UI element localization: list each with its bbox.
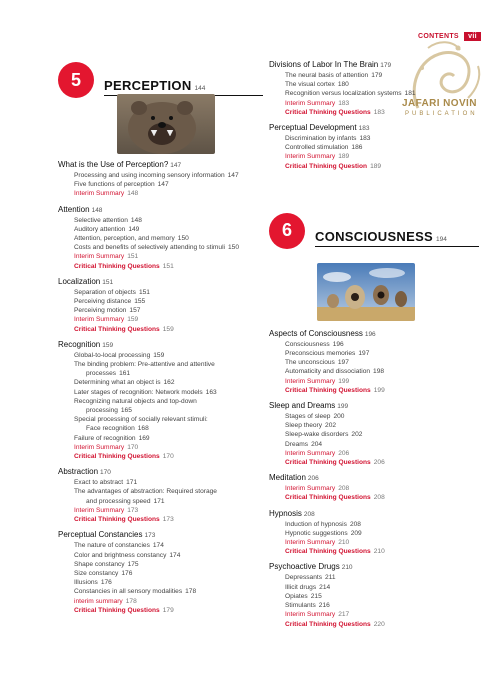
toc-entry[interactable] bbox=[58, 351, 263, 360]
entry-page-number: 150 bbox=[228, 244, 240, 252]
toc-section bbox=[58, 530, 263, 615]
entry-text: Interim Summary bbox=[74, 316, 125, 324]
chapter-page: 194 bbox=[436, 235, 447, 243]
toc-section bbox=[269, 562, 479, 628]
entry-page-number: 148 bbox=[127, 190, 139, 198]
entry-text: Critical Thinking Questions bbox=[285, 459, 371, 467]
entry-page-number: 157 bbox=[129, 307, 141, 315]
toc-section bbox=[58, 467, 263, 524]
entry-text: Interim Summary bbox=[285, 485, 336, 493]
interim-summary-entry[interactable] bbox=[269, 538, 479, 547]
entry-page-number: 183 bbox=[359, 135, 371, 143]
entry-text: Constancies in all sensory modalities bbox=[74, 588, 183, 596]
section-title[interactable] bbox=[269, 473, 479, 484]
entry-text: Sleep theory bbox=[285, 422, 323, 430]
toc-entry[interactable] bbox=[269, 80, 479, 89]
section-title[interactable] bbox=[269, 329, 479, 340]
section-title-text: Meditation bbox=[269, 473, 306, 483]
entry-page-number: 186 bbox=[351, 144, 363, 152]
entry-text: Consciousness bbox=[285, 340, 330, 348]
entry-page-number: 176 bbox=[100, 579, 112, 587]
entry-page-number: 183 bbox=[338, 99, 350, 107]
entry-text: Perceiving distance bbox=[74, 298, 132, 306]
entry-page-number: 174 bbox=[169, 551, 181, 559]
critical-thinking-entry[interactable] bbox=[58, 606, 263, 615]
toc-entry[interactable] bbox=[58, 541, 263, 550]
header-page-number: vii bbox=[464, 32, 481, 41]
entry-continuation bbox=[74, 369, 263, 378]
entry-page-number: 211 bbox=[325, 574, 336, 582]
entry-page-number: 206 bbox=[338, 449, 350, 457]
entry-continuation-text: processes bbox=[86, 370, 117, 378]
chapter-number-badge: 5 bbox=[58, 62, 94, 98]
toc-entry[interactable] bbox=[58, 297, 263, 306]
interim-summary-entry[interactable] bbox=[269, 449, 479, 458]
toc-entry[interactable] bbox=[58, 578, 263, 587]
section-page-number: 206 bbox=[307, 475, 319, 483]
toc-section bbox=[269, 329, 479, 395]
toc-entry[interactable] bbox=[269, 601, 479, 610]
entry-text: Interim Summary bbox=[74, 253, 125, 261]
toc-entry[interactable] bbox=[58, 478, 263, 487]
interim-summary-entry[interactable] bbox=[58, 597, 263, 606]
chapter-title-text: PERCEPTION bbox=[104, 78, 192, 93]
entry-page-number: 206 bbox=[373, 459, 385, 467]
chapter-page: 144 bbox=[194, 85, 206, 92]
toc-entry[interactable] bbox=[58, 378, 263, 387]
entry-page-number: 173 bbox=[127, 506, 139, 514]
toc-entry[interactable] bbox=[269, 71, 479, 80]
entry-text: Interim Summary bbox=[74, 190, 125, 198]
bear-photo bbox=[117, 94, 215, 154]
entry-page-number: 169 bbox=[138, 434, 150, 442]
toc-entry[interactable] bbox=[269, 358, 479, 367]
entry-text: The advantages of abstraction: Required storage bbox=[74, 488, 217, 496]
entry-text: Illusions bbox=[74, 579, 98, 587]
entry-text: Separation of objects bbox=[74, 288, 136, 296]
header-label: CONTENTS bbox=[418, 33, 459, 40]
entry-text: Interim Summary bbox=[285, 449, 336, 457]
entry-text: Sleep-wake disorders bbox=[285, 431, 349, 439]
surreal-heads-in-sky-photo-icon bbox=[317, 263, 415, 321]
toc-entry[interactable] bbox=[269, 573, 479, 582]
entry-page-number: 204 bbox=[311, 440, 323, 448]
toc-section bbox=[58, 160, 263, 199]
toc-entry[interactable] bbox=[269, 583, 479, 592]
section-title-text: Sleep and Dreams bbox=[269, 401, 336, 411]
entry-page-number: 216 bbox=[318, 602, 330, 610]
section-title[interactable] bbox=[58, 340, 263, 351]
interim-summary-entry[interactable] bbox=[58, 252, 263, 261]
entry-page-number: 171 bbox=[153, 497, 165, 505]
chapter-rule bbox=[315, 246, 479, 247]
toc-entry[interactable] bbox=[58, 234, 263, 243]
section-page-number: 208 bbox=[303, 510, 315, 518]
section-page-number: 179 bbox=[380, 62, 392, 69]
section-page-number: 148 bbox=[91, 206, 103, 214]
section-title[interactable] bbox=[58, 530, 263, 541]
critical-thinking-entry[interactable] bbox=[58, 325, 263, 334]
entry-text: Attention, perception, and memory bbox=[74, 235, 175, 243]
entry-page-number: 208 bbox=[338, 485, 350, 493]
toc-entry[interactable] bbox=[58, 216, 263, 225]
entry-text: Perceiving motion bbox=[74, 307, 127, 315]
interim-summary-entry[interactable] bbox=[58, 189, 263, 198]
entry-text: Special processing of socially relevant stimuli: bbox=[74, 416, 208, 424]
entry-page-number: 210 bbox=[373, 548, 385, 556]
entry-page-number: 196 bbox=[332, 340, 344, 348]
entry-page-number: 198 bbox=[373, 368, 385, 376]
section-page-number: 173 bbox=[144, 532, 156, 540]
consciousness-photo bbox=[317, 263, 415, 321]
entry-page-number: 159 bbox=[162, 325, 174, 333]
entry-text: Failure of recognition bbox=[74, 434, 136, 442]
entry-text: Processing and using incoming sensory information bbox=[74, 172, 225, 179]
entry-text: interim summary bbox=[74, 597, 123, 605]
section-page-number: 183 bbox=[358, 125, 370, 133]
growling-bear-photo-icon bbox=[117, 94, 215, 154]
entry-continuation bbox=[74, 497, 263, 506]
toc-entry[interactable] bbox=[269, 349, 479, 358]
section-title[interactable] bbox=[269, 123, 479, 134]
section-page-number: 159 bbox=[102, 341, 114, 349]
entry-page-number: 147 bbox=[157, 181, 169, 189]
section-page-number: 210 bbox=[341, 564, 353, 572]
entry-text: The binding problem: Pre-attentive and attentive bbox=[74, 361, 215, 369]
entry-text: The nature of constancies bbox=[74, 542, 150, 550]
entry-text: Critical Thinking Questions bbox=[285, 620, 371, 628]
toc-entry[interactable] bbox=[58, 415, 263, 433]
interim-summary-entry[interactable] bbox=[58, 443, 263, 452]
toc-entry[interactable] bbox=[58, 487, 263, 505]
entry-page-number: 159 bbox=[153, 351, 165, 359]
section-page-number: 151 bbox=[102, 278, 114, 286]
entry-text: Dreams bbox=[285, 440, 309, 448]
interim-summary-entry[interactable] bbox=[269, 377, 479, 386]
entry-page-number: 178 bbox=[185, 588, 197, 596]
entry-page-number: 151 bbox=[138, 288, 150, 296]
section-title-text: Recognition bbox=[58, 339, 101, 349]
toc-left-column bbox=[58, 160, 263, 621]
entry-text: Hypnotic suggestions bbox=[285, 529, 348, 537]
entry-page-number: 209 bbox=[350, 529, 362, 537]
entry-text: Interim Summary bbox=[285, 153, 336, 161]
entry-continuation bbox=[74, 406, 263, 415]
entry-text: Determining what an object is bbox=[74, 379, 161, 387]
entry-text: Five functions of perception bbox=[74, 181, 155, 189]
entry-page-number: 215 bbox=[310, 592, 322, 600]
toc-entry[interactable] bbox=[58, 360, 263, 378]
critical-thinking-entry[interactable] bbox=[58, 515, 263, 524]
section-title[interactable] bbox=[269, 401, 479, 412]
section-title[interactable] bbox=[269, 60, 479, 71]
section-title[interactable] bbox=[58, 277, 263, 288]
entry-page-number: 214 bbox=[319, 583, 331, 591]
entry-text: Shape constancy bbox=[74, 560, 125, 568]
toc-section bbox=[269, 60, 479, 117]
entry-continuation bbox=[74, 424, 263, 433]
chapter-title-text: CONSCIOUSNESS bbox=[315, 228, 434, 244]
toc-section bbox=[269, 473, 479, 502]
entry-page-number: 150 bbox=[177, 235, 189, 243]
entry-text: Controlled stimulation bbox=[285, 144, 349, 152]
section-page-number: 147 bbox=[170, 162, 182, 169]
entry-text: Interim Summary bbox=[74, 443, 125, 451]
section-title-text: Psychoactive Drugs bbox=[269, 562, 340, 572]
interim-summary-entry[interactable] bbox=[269, 484, 479, 493]
entry-text: Interim Summary bbox=[285, 99, 336, 107]
section-title-text: Hypnosis bbox=[269, 508, 302, 518]
toc-entry[interactable] bbox=[58, 397, 263, 415]
section-page-number: 170 bbox=[100, 469, 111, 477]
toc-section bbox=[269, 401, 479, 467]
section-title-text: Divisions of Labor In The Brain bbox=[269, 60, 379, 69]
section-title-text: Abstraction bbox=[58, 467, 99, 477]
entry-page-number: 165 bbox=[120, 407, 132, 415]
entry-page-number: 168 bbox=[137, 425, 149, 433]
entry-page-number: 155 bbox=[134, 298, 146, 306]
toc-entry[interactable] bbox=[269, 340, 479, 349]
entry-text: The neural basis of attention bbox=[285, 72, 369, 79]
toc-entry[interactable] bbox=[58, 171, 263, 180]
entry-page-number: 189 bbox=[370, 162, 382, 170]
toc-entry[interactable] bbox=[269, 520, 479, 529]
toc-entry[interactable] bbox=[269, 412, 479, 421]
interim-summary-entry[interactable] bbox=[58, 315, 263, 324]
chapter-title bbox=[104, 78, 205, 93]
entry-page-number: 162 bbox=[163, 379, 175, 387]
section-page-number: 199 bbox=[337, 403, 349, 411]
entry-page-number: 159 bbox=[127, 316, 139, 324]
toc-section bbox=[58, 277, 263, 334]
chapter-6-header bbox=[269, 213, 479, 257]
entry-continuation-text: Face recognition bbox=[86, 425, 135, 433]
entry-text: Interim Summary bbox=[285, 377, 336, 385]
critical-thinking-entry[interactable] bbox=[269, 108, 479, 117]
toc-section bbox=[269, 123, 479, 171]
toc-section bbox=[269, 509, 479, 557]
entry-text: Automaticity and dissociation bbox=[285, 368, 371, 376]
toc-entry[interactable] bbox=[58, 306, 263, 315]
critical-thinking-entry[interactable] bbox=[58, 452, 263, 461]
section-page-number: 196 bbox=[364, 330, 376, 338]
toc-entry[interactable] bbox=[58, 587, 263, 596]
entry-text: Recognition versus localization systems bbox=[285, 90, 402, 98]
entry-text: Critical Thinking Questions bbox=[74, 516, 160, 524]
watermark-subtitle: PUBLICATION bbox=[405, 111, 478, 117]
entry-text: Induction of hypnosis bbox=[285, 520, 347, 528]
entry-page-number: 202 bbox=[325, 422, 337, 430]
section-title[interactable] bbox=[269, 562, 479, 573]
entry-continuation-text: and processing speed bbox=[86, 497, 151, 505]
entry-text: Interim Summary bbox=[285, 539, 336, 547]
entry-text: The unconscious bbox=[285, 359, 335, 367]
entry-text: Critical Thinking Questions bbox=[285, 386, 371, 394]
entry-page-number: 151 bbox=[127, 253, 139, 261]
entry-page-number: 179 bbox=[371, 72, 383, 79]
entry-page-number: 148 bbox=[130, 216, 142, 224]
critical-thinking-entry[interactable] bbox=[269, 386, 479, 395]
entry-text: Recognizing natural objects and top-down bbox=[74, 397, 197, 405]
entry-page-number: 202 bbox=[351, 431, 363, 439]
entry-text: Critical Thinking Questions bbox=[74, 453, 160, 461]
section-title[interactable] bbox=[58, 205, 263, 216]
toc-entry[interactable] bbox=[269, 143, 479, 152]
entry-page-number: 189 bbox=[338, 153, 350, 161]
entry-page-number: 178 bbox=[125, 597, 137, 605]
toc-section bbox=[58, 205, 263, 271]
entry-text: Opiates bbox=[285, 592, 308, 600]
entry-text: Later stages of recognition: Network models bbox=[74, 388, 203, 396]
toc-entry[interactable] bbox=[58, 560, 263, 569]
toc-entry[interactable] bbox=[58, 180, 263, 189]
critical-thinking-entry[interactable] bbox=[269, 620, 479, 629]
entry-text: Color and brightness constancy bbox=[74, 551, 167, 559]
entry-text: Critical Thinking Questions bbox=[285, 548, 371, 556]
critical-thinking-entry[interactable] bbox=[269, 162, 479, 171]
entry-page-number: 175 bbox=[127, 560, 139, 568]
section-title-text: Attention bbox=[58, 204, 90, 214]
entry-page-number: 220 bbox=[373, 620, 385, 628]
entry-page-number: 197 bbox=[337, 359, 349, 367]
entry-text: Stages of sleep bbox=[285, 413, 331, 421]
chapter-title bbox=[315, 229, 447, 244]
toc-entry[interactable] bbox=[269, 430, 479, 439]
critical-thinking-entry[interactable] bbox=[58, 262, 263, 271]
toc-right-column bbox=[269, 60, 479, 635]
toc-entry[interactable] bbox=[269, 440, 479, 449]
section-title-text: Perceptual Constancies bbox=[58, 530, 143, 540]
toc-entry[interactable] bbox=[269, 592, 479, 601]
entry-text: Discrimination by infants bbox=[285, 135, 357, 143]
entry-page-number: 208 bbox=[373, 494, 385, 502]
entry-page-number: 176 bbox=[121, 569, 133, 577]
critical-thinking-entry[interactable] bbox=[269, 547, 479, 556]
entry-page-number: 149 bbox=[128, 225, 140, 233]
watermark-title: JAFARI NOVIN bbox=[402, 98, 477, 109]
interim-summary-entry[interactable] bbox=[269, 610, 479, 619]
entry-page-number: 208 bbox=[349, 520, 361, 528]
entry-page-number: 181 bbox=[404, 90, 416, 98]
entry-text: Illicit drugs bbox=[285, 583, 317, 591]
entry-continuation-text: processing bbox=[86, 407, 118, 415]
entry-page-number: 217 bbox=[338, 611, 350, 619]
entry-page-number: 199 bbox=[338, 377, 350, 385]
section-title[interactable] bbox=[58, 467, 263, 478]
toc-entry[interactable] bbox=[58, 288, 263, 297]
entry-page-number: 179 bbox=[162, 606, 174, 614]
toc-entry[interactable] bbox=[58, 225, 263, 234]
entry-page-number: 180 bbox=[337, 81, 349, 89]
section-title-text: What is the Use of Perception? bbox=[58, 160, 169, 169]
toc-entry[interactable] bbox=[269, 89, 479, 98]
entry-page-number: 170 bbox=[162, 453, 174, 461]
interim-summary-entry[interactable] bbox=[58, 506, 263, 515]
entry-page-number: 170 bbox=[127, 443, 139, 451]
section-title-text: Localization bbox=[58, 276, 101, 286]
toc-entry[interactable] bbox=[58, 569, 263, 578]
entry-page-number: 161 bbox=[119, 370, 131, 378]
entry-page-number: 174 bbox=[152, 542, 164, 550]
toc-entry[interactable] bbox=[58, 434, 263, 443]
entry-text: The visual cortex bbox=[285, 81, 335, 89]
entry-page-number: 173 bbox=[162, 516, 174, 524]
entry-text: Critical Thinking Questions bbox=[74, 262, 160, 270]
entry-text: Costs and benefits of selectively attending to stimuli bbox=[74, 244, 226, 252]
entry-page-number: 171 bbox=[126, 479, 138, 487]
entry-text: Exact to abstract bbox=[74, 479, 124, 487]
interim-summary-entry[interactable] bbox=[269, 99, 479, 108]
entry-page-number: 200 bbox=[333, 413, 345, 421]
section-title-text: Perceptual Development bbox=[269, 123, 357, 133]
interim-summary-entry[interactable] bbox=[269, 152, 479, 161]
critical-thinking-entry[interactable] bbox=[269, 458, 479, 467]
entry-text: Stimulants bbox=[285, 602, 316, 610]
entry-text: Depressants bbox=[285, 574, 323, 582]
entry-page-number: 210 bbox=[338, 539, 350, 547]
toc-entry[interactable] bbox=[58, 243, 263, 252]
section-title[interactable] bbox=[269, 509, 479, 520]
entry-text: Preconscious memories bbox=[285, 350, 356, 358]
entry-text: Critical Thinking Question bbox=[285, 162, 368, 170]
toc-section bbox=[58, 340, 263, 461]
entry-text: Size constancy bbox=[74, 569, 119, 577]
section-title[interactable] bbox=[58, 160, 263, 171]
toc-entry[interactable] bbox=[269, 367, 479, 376]
entry-page-number: 163 bbox=[205, 388, 217, 396]
section-title-text: Aspects of Consciousness bbox=[269, 328, 363, 338]
entry-page-number: 197 bbox=[358, 350, 370, 358]
entry-text: Auditory attention bbox=[74, 225, 126, 233]
entry-text: Critical Thinking Questions bbox=[285, 494, 371, 502]
entry-page-number: 151 bbox=[162, 262, 174, 270]
entry-text: Interim Summary bbox=[285, 611, 336, 619]
toc-entry[interactable] bbox=[269, 529, 479, 538]
toc-entry[interactable] bbox=[58, 388, 263, 397]
toc-entry[interactable] bbox=[269, 134, 479, 143]
entry-text: Interim Summary bbox=[74, 506, 125, 514]
toc-entry[interactable] bbox=[58, 551, 263, 560]
entry-page-number: 199 bbox=[373, 386, 385, 394]
entry-text: Selective attention bbox=[74, 216, 128, 224]
entry-text: Critical Thinking Questions bbox=[74, 325, 160, 333]
entry-text: Global-to-local processing bbox=[74, 351, 151, 359]
entry-page-number: 183 bbox=[373, 108, 385, 116]
entry-page-number: 147 bbox=[227, 172, 239, 179]
entry-text: Critical Thinking Questions bbox=[285, 108, 371, 116]
entry-text: Critical Thinking Questions bbox=[74, 606, 160, 614]
critical-thinking-entry[interactable] bbox=[269, 493, 479, 502]
toc-entry[interactable] bbox=[269, 421, 479, 430]
chapter-number-badge: 6 bbox=[269, 213, 305, 249]
